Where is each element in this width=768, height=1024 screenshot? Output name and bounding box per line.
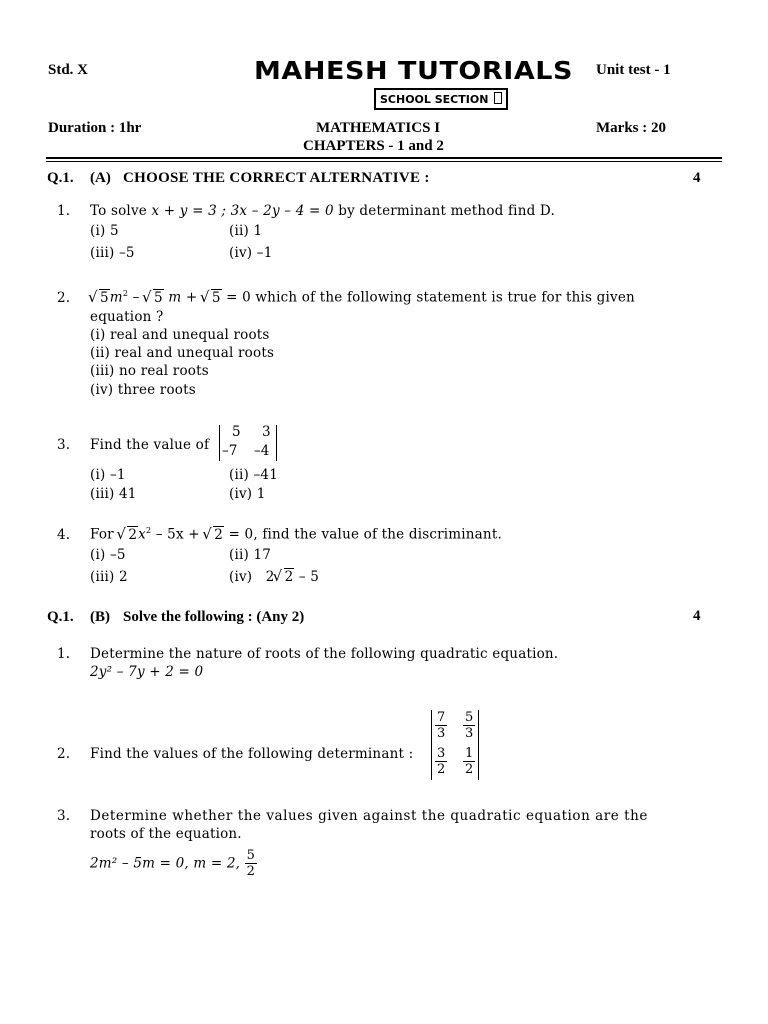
- a-q1-option: (iii) –5: [90, 245, 135, 261]
- a-q2-number: 2.: [57, 290, 71, 306]
- a-q3-option: (i) –1: [90, 467, 126, 483]
- b-q2-text: Find the values of the following determinant :: [90, 746, 414, 762]
- a-q4-number: 4.: [57, 527, 71, 543]
- det-fraction: $\frac{7}{3}$: [437, 710, 446, 741]
- a-q2-option: (ii) real and unequal roots: [90, 345, 275, 361]
- a-q4-option: (iv) 2√ 2 – 5: [229, 569, 319, 585]
- unit-test-label: Unit test - 1: [596, 62, 671, 78]
- a-q4-option: (ii) 17: [229, 547, 272, 563]
- a-q2-option: (iv) three roots: [90, 382, 196, 398]
- a-q3-option: (iii) 41: [90, 486, 137, 502]
- a-q3-number: 3.: [57, 437, 71, 453]
- a-q3-text: Find the value of: [90, 437, 210, 453]
- a-q1-option: (i) 5: [90, 223, 119, 239]
- subject-label: MATHEMATICS I: [316, 120, 441, 136]
- school-section-badge: [374, 88, 508, 110]
- header-rule-top: [46, 157, 722, 159]
- school-section-text: SCHOOL SECTION: [380, 93, 489, 106]
- a-q4-equation: For √ $2x^2 - 5x$ + √ 2 = 0, find the value of the discriminant.: [90, 526, 502, 543]
- a-q1-text: To solve x + y = 3 ; 3x – 2y – 4 = 0 by determinant method find D.: [90, 203, 555, 219]
- det-fraction: $\frac{5}{3}$: [465, 710, 474, 741]
- section-a-sub: (A): [90, 170, 111, 186]
- b-q2-determinant: [431, 710, 479, 780]
- header-rule-bottom: [46, 161, 722, 162]
- marks-label: Marks : 20: [596, 120, 666, 136]
- section-b-title: Solve the following : (Any 2): [123, 609, 305, 625]
- det-cell: –4: [254, 443, 270, 459]
- b-q3-equation: 2m² – 5m = 0, m = 2, $\frac{5}{2}$: [90, 848, 256, 879]
- a-q2-text-cont: equation ?: [90, 309, 164, 325]
- b-q3-text: Determine whether the values given against the quadratic equation are the: [90, 808, 648, 824]
- det-fraction: $\frac{3}{2}$: [437, 746, 446, 777]
- section-a-title: CHOOSE THE CORRECT ALTERNATIVE :: [123, 170, 430, 186]
- a-q2-option: (i) real and unequal roots: [90, 327, 270, 343]
- det-fraction: $\frac{1}{2}$: [465, 746, 474, 777]
- det-cell: –7: [222, 443, 238, 459]
- section-b-sub: (B): [90, 609, 110, 625]
- a-q2-option: (iii) no real roots: [90, 363, 209, 379]
- tower-icon: [494, 92, 502, 104]
- duration-label: Duration : 1hr: [48, 120, 142, 136]
- a-q4-option: (iii) 2: [90, 569, 128, 585]
- b-q3-fraction: $\frac{5}{2}$: [246, 848, 256, 879]
- b-q3-text-cont: roots of the equation.: [90, 826, 242, 842]
- brand-logo-text: MAHESH TUTORIALS: [254, 56, 573, 85]
- det-cell: 5: [232, 424, 241, 440]
- a-q1-number: 1.: [57, 203, 71, 219]
- section-a-marks: 4: [693, 170, 701, 186]
- a-q3-option: (iv) 1: [229, 486, 266, 502]
- a-q3-option: (ii) –41: [229, 467, 278, 483]
- a-q1-option: (ii) 1: [229, 223, 263, 239]
- section-b-label: Q.1.: [47, 609, 74, 625]
- section-a-label: Q.1.: [47, 170, 74, 186]
- a-q3-determinant: [219, 425, 277, 461]
- det-cell: 3: [262, 424, 271, 440]
- b-q3-number: 3.: [57, 808, 71, 824]
- b-q1-number: 1.: [57, 646, 71, 662]
- a-q4-option: (i) –5: [90, 547, 126, 563]
- b-q1-text: Determine the nature of roots of the following quadratic equation.: [90, 646, 559, 662]
- std-label: Std. X: [48, 62, 89, 78]
- chapters-label: CHAPTERS - 1 and 2: [303, 138, 444, 154]
- a-q2-equation: √ $5m^2$ – √ 5 m + √ 5 = 0 which of the following statement is true for this given: [90, 289, 635, 306]
- b-q2-number: 2.: [57, 746, 71, 762]
- b-q1-equation: 2y² – 7y + 2 = 0: [90, 664, 204, 680]
- a-q1-option: (iv) –1: [229, 245, 273, 261]
- section-b-marks: 4: [693, 608, 701, 624]
